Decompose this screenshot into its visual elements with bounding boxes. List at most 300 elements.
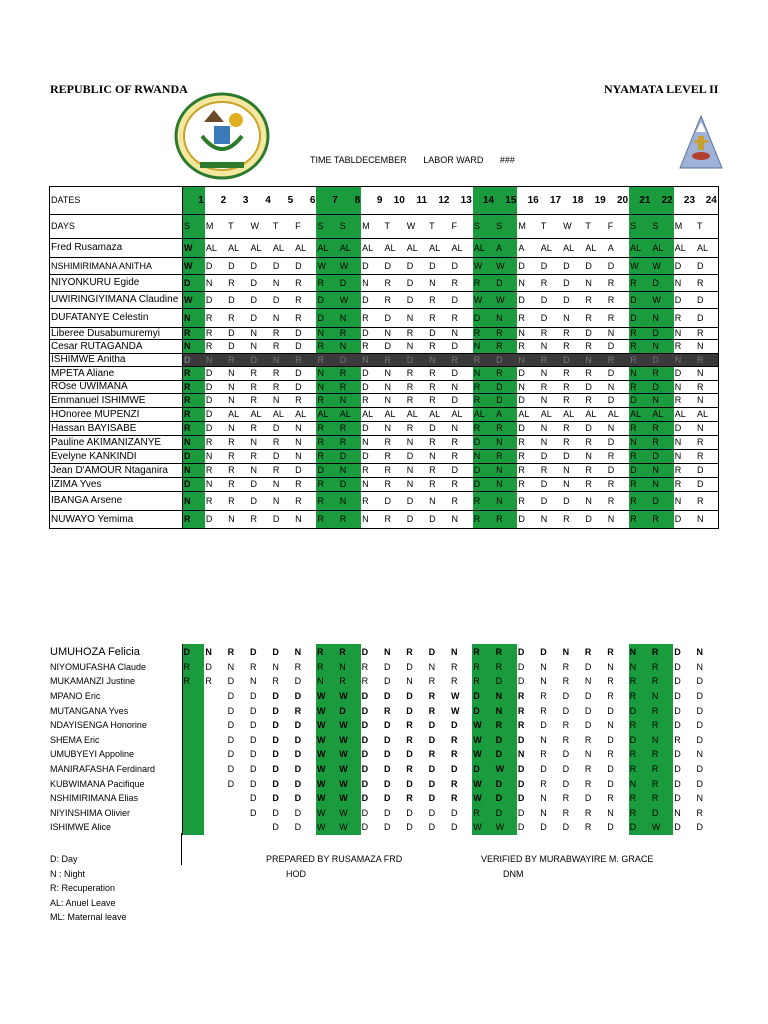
shift-cell: R [316,422,338,436]
shift-cell: D [227,763,235,774]
shift-cell: R [629,806,651,821]
shift-cell: N [562,646,570,657]
shift-cell: R [562,661,570,672]
shift-cell [227,806,249,821]
shift-cell: R [182,675,204,690]
shift-cell: N [406,478,428,492]
shift-cell: D [383,340,405,354]
shift-cell: R [674,734,681,745]
shift-cell: R [473,394,495,408]
shift-cell: R [338,644,360,660]
shift-cell: D [495,748,517,763]
shift-cell: W [183,258,205,275]
shift-cell: D [272,422,294,436]
shift-cell: D [249,734,257,745]
shift-cell: N [227,422,249,436]
shift-cell: R [450,778,458,789]
table-row [50,450,719,464]
staff-name: Emmanuel ISHIMWE [50,394,183,408]
shift-cell: R [607,676,614,687]
shift-cell: R [473,511,495,529]
shift-cell: R [406,328,428,340]
shift-cell: N [696,422,718,436]
shift-cell: D [294,734,302,745]
shift-cell: R [674,309,696,328]
shift-cell: R [450,492,472,511]
shift-cell: AL [629,408,651,422]
shift-cell: R [338,675,360,690]
shift-cell: N [562,309,584,328]
shift-cell: N [696,367,718,381]
shift-cell: D [517,807,525,818]
shift-cell: AL [674,239,696,258]
staff-name: SHEMA Eric [49,733,182,748]
staff-name: Cesar RUTAGANDA [50,340,183,354]
shift-cell: R [406,646,413,657]
shift-cell: D [696,309,718,328]
shift-cell: AL [361,408,383,422]
shift-cell: D [651,381,673,394]
shift-cell: N [540,807,547,818]
shift-cell: D [182,644,204,660]
shift-cell: D [383,749,391,760]
shift-cell: R [450,793,458,804]
shift-cell: 18 [562,187,584,215]
shift-cell: N [584,749,592,760]
shift-cell: D [450,464,472,478]
shift-cell: D [205,292,227,309]
shift-cell: AL [205,239,227,258]
legend-item: R: Recuperation [50,883,116,893]
shift-cell: R [294,292,316,309]
shift-cell: D [205,394,227,408]
shift-cell: N [517,749,525,760]
shift-cell: N [339,340,361,354]
shift-cell: R [651,511,673,529]
shift-cell: R [495,340,517,354]
table-row [49,660,718,675]
staff-name: ROse UWIMANA [50,381,183,394]
shift-cell: R [651,644,673,660]
ward-value: ### [499,155,515,165]
shift-cell: D [406,778,413,789]
shift-cell: D [316,309,338,328]
shift-cell: D [205,258,227,275]
shift-cell: R [339,511,361,529]
shift-cell: R [450,309,472,328]
shift-cell: R [629,422,651,436]
shift-cell: D [629,821,651,836]
table-row [49,675,718,690]
shift-cell: D [272,720,279,731]
shift-cell: AL [562,239,584,258]
shift-cell: R [294,394,316,408]
prepared-by-block [266,852,402,882]
shift-cell: D [696,292,718,309]
shift-cell: N [338,660,360,675]
shift-cell: AL [249,408,271,422]
staff-name: UMUBYEYI Appoline [49,748,182,763]
shift-cell: D [406,450,428,464]
shift-cell: R [584,464,606,478]
shift-cell: D [450,367,472,381]
shift-cell: D [249,478,271,492]
shift-cell: R [584,367,606,381]
shift-cell: N [406,436,428,450]
shift-cell: D [674,690,681,701]
shift-cell: R [428,292,450,309]
shift-cell: N [607,422,629,436]
shift-cell: N [205,646,212,657]
shift-cell: R [696,436,718,450]
shift-cell: AL [540,408,562,422]
shift-cell: 8 [339,187,361,215]
shift-cell: D [495,806,517,821]
shift-cell: R [629,492,651,511]
shift-cell: AL [316,408,338,422]
shift-cell: R [249,511,271,529]
shift-cell: R [383,275,405,292]
shift-cell: W [316,733,338,748]
shift-cell: D [651,354,673,367]
shift-cell: AL [272,408,294,422]
shift-cell: R [205,676,212,687]
shift-cell: D [674,367,696,381]
table-row [49,762,718,777]
shift-cell: D [629,394,651,408]
shift-cell: D [294,807,302,818]
shift-cell: D [517,646,525,657]
shift-cell: D [674,763,681,774]
shift-cell: AL [584,408,606,422]
shift-cell: R [473,354,495,367]
shift-cell: R [450,734,458,745]
shift-cell: D [428,422,450,436]
shift-cell: D [205,422,227,436]
shift-cell: R [428,749,436,760]
shift-cell: R [383,450,405,464]
shift-cell: R [383,478,405,492]
shift-cell: R [383,464,405,478]
shift-cell: R [183,408,205,422]
shift-cell: N [294,511,316,529]
table-row [50,436,719,450]
shift-cell: 11 [406,187,428,215]
shift-cell: D [584,258,606,275]
shift-cell: D [272,646,279,657]
table-row [50,328,719,340]
shift-cell: R [562,436,584,450]
shift-cell: D [629,733,651,748]
shift-cell: N [272,354,294,367]
shift-cell: R [450,661,458,672]
shift-cell: R [450,749,458,760]
shift-cell: D [227,749,235,760]
shift-cell: AL [428,239,450,258]
verified-by: VERIFIED BY MURABWAYIRE M. GRACE [481,854,654,864]
shift-cell: AL [651,408,673,422]
shift-cell: D [205,408,227,422]
shift-cell: D [472,762,494,777]
shift-cell: D [361,258,383,275]
shift-cell: D [562,492,584,511]
shift-cell [204,718,226,733]
shift-cell: N [227,367,249,381]
shift-cell: D [607,705,614,716]
shift-cell: D [294,778,302,789]
shift-cell: R [227,436,249,450]
shift-cell: R [540,328,562,340]
legend-item: ML: Maternal leave [50,912,127,922]
shift-cell: R [294,661,302,672]
shift-cell: T [227,215,249,239]
shift-cell [182,718,204,733]
shift-cell: N [607,328,629,340]
shift-cell: D [272,511,294,529]
shift-cell: D [294,328,316,340]
shift-cell: N [584,354,606,367]
shift-cell: R [428,436,450,450]
shift-cell: D [205,381,227,394]
shift-cell: R [294,705,302,716]
shift-cell: N [562,478,584,492]
shift-cell: 4 [249,187,271,215]
shift-cell: D [183,450,205,464]
shift-cell [204,689,226,704]
shift-cell: D [361,705,369,716]
shift-cell: R [227,354,249,367]
table-row [49,791,718,806]
shift-cell: D [272,763,279,774]
shift-cell: D [450,292,472,309]
shift-cell: D [227,690,235,701]
shift-cell: N [227,381,249,394]
shift-cell: D [674,646,681,657]
shift-cell: 2 [205,187,227,215]
shift-cell: R [227,309,249,328]
shift-cell: R [607,690,614,701]
staff-name: ISHIMWE Alice [49,821,182,836]
shift-cell: D [361,381,383,394]
shift-cell: D [472,704,494,719]
table-row [50,492,719,511]
staff-name: HOnoree MUPENZI [50,408,183,422]
shift-cell: D [272,822,279,833]
shift-cell: D [428,793,436,804]
shift-cell: R [316,478,338,492]
shift-cell: R [249,661,257,672]
shift-cell: R [607,309,629,328]
shift-cell [204,733,226,748]
shift-cell: N [674,450,696,464]
shift-cell: AL [272,239,294,258]
shift-cell: R [472,806,494,821]
shift-cell: AL [540,239,562,258]
shift-cell: R [316,354,338,367]
shift-cell: R [316,340,338,354]
shift-cell: D [428,720,436,731]
shift-cell: R [495,718,517,733]
shift-cell: R [629,791,651,806]
shift-cell: R [696,328,718,340]
shift-cell: W [495,258,517,275]
shift-cell: S [495,215,517,239]
shift-cell: F [607,215,629,239]
shift-cell: R [406,720,413,731]
shift-cell: AL [339,408,361,422]
shift-cell: W [183,292,205,309]
days-row [50,215,719,239]
shift-cell: W [406,215,428,239]
shift-cell: D [540,646,547,657]
shift-cell [204,748,226,763]
shift-cell: D [584,690,592,701]
shift-cell: D [272,778,279,789]
shift-cell: R [361,492,383,511]
shift-cell: R [517,720,525,731]
shift-cell: W [316,748,338,763]
shift-cell: R [651,704,673,719]
shift-cell: D [562,749,570,760]
shift-cell: F [450,215,472,239]
shift-cell: N [361,354,383,367]
shift-cell: D [406,354,428,367]
shift-cell: R [696,492,718,511]
shift-cell: D [562,354,584,367]
staff-name: Liberee Dusabumuremyi [50,328,183,340]
shift-cell: N [339,394,361,408]
shift-cell: D [294,381,316,394]
shift-cell: D [674,422,696,436]
shift-cell: AL [696,239,718,258]
shift-cell: N [495,464,517,478]
shift-cell: D [406,492,428,511]
shift-cell: R [629,718,651,733]
table-row [50,275,719,292]
shift-cell: N [495,689,517,704]
shift-cell: D [495,675,517,690]
shift-cell: N [249,328,271,340]
shift-cell: D [562,690,570,701]
verified-by-block [481,852,653,882]
shift-cell: D [674,676,681,687]
shift-cell: R [629,748,651,763]
staff-name: NIYONKURU Egide [50,275,183,292]
shift-cell: R [316,394,338,408]
shift-cell: D [383,720,391,731]
shift-cell: D [183,478,205,492]
shift-cell: R [450,436,472,450]
shift-cell: D [249,354,271,367]
shift-cell: R [361,309,383,328]
shift-cell: D [338,704,360,719]
staff-name: Hassan BAYISABE [50,422,183,436]
shift-cell: D [406,822,413,833]
shift-cell: N [629,777,651,792]
shift-cell [204,821,226,836]
shift-cell: R [651,748,673,763]
shift-cell: D [227,778,235,789]
shift-cell: D [651,328,673,340]
shift-cell: R [316,660,338,675]
shift-cell: R [383,511,405,529]
shift-cell: D [383,793,391,804]
shift-cell: R [428,394,450,408]
shift-cell: W [651,258,673,275]
table-row [49,689,718,704]
legend [50,852,127,925]
shift-cell: R [562,734,570,745]
shift-cell: D [629,704,651,719]
shift-cell: R [183,394,205,408]
shift-cell: AL [316,239,338,258]
shift-cell: N [450,422,472,436]
shift-cell: R [316,275,338,292]
shift-cell: 20 [607,187,629,215]
shift-cell: R [428,705,436,716]
dates-row [50,187,719,215]
shift-cell: R [674,340,696,354]
shift-cell: R [249,367,271,381]
shift-cell: D [249,807,257,818]
staff-name: DUFATANYE Celestin [50,309,183,328]
table-row [50,394,719,408]
shift-cell: D [629,464,651,478]
shift-cell [182,689,204,704]
shift-cell: N [183,309,205,328]
shift-cell: W [316,821,338,836]
shift-cell: D [272,793,279,804]
shift-cell: D [383,763,391,774]
shift-cell: D [383,309,405,328]
shift-cell: D [696,258,718,275]
table-row [50,354,719,367]
shift-cell: N [361,275,383,292]
shift-cell: N [540,394,562,408]
table-row [49,718,718,733]
shift-cell: N [629,367,651,381]
shift-cell: R [584,292,606,309]
shift-cell: R [249,450,271,464]
shift-cell: N [696,340,718,354]
shift-cell: N [651,340,673,354]
shift-cell: R [540,464,562,478]
shift-cell: D [383,807,391,818]
shift-cell: N [629,660,651,675]
shift-cell: W [183,239,205,258]
shift-cell: AL [651,239,673,258]
shift-cell: N [584,275,606,292]
shift-cell: D [249,763,257,774]
shift-cell: R [584,822,592,833]
shift-cell: R [562,422,584,436]
shift-cell: N [473,450,495,464]
hospital-title: NYAMATA LEVEL II [604,82,719,96]
shift-cell: D [540,763,547,774]
shift-cell: R [495,328,517,340]
shift-cell: R [651,422,673,436]
shift-cell: S [183,215,205,239]
shift-cell: W [316,689,338,704]
shift-cell: D [584,705,592,716]
shift-cell: R [562,381,584,394]
shift-cell: D [406,807,413,818]
shift-cell: R [651,791,673,806]
shift-cell: D [607,367,629,381]
legend-item: N : Night [50,868,86,879]
shift-cell: R [517,705,525,716]
shift-cell: R [584,340,606,354]
